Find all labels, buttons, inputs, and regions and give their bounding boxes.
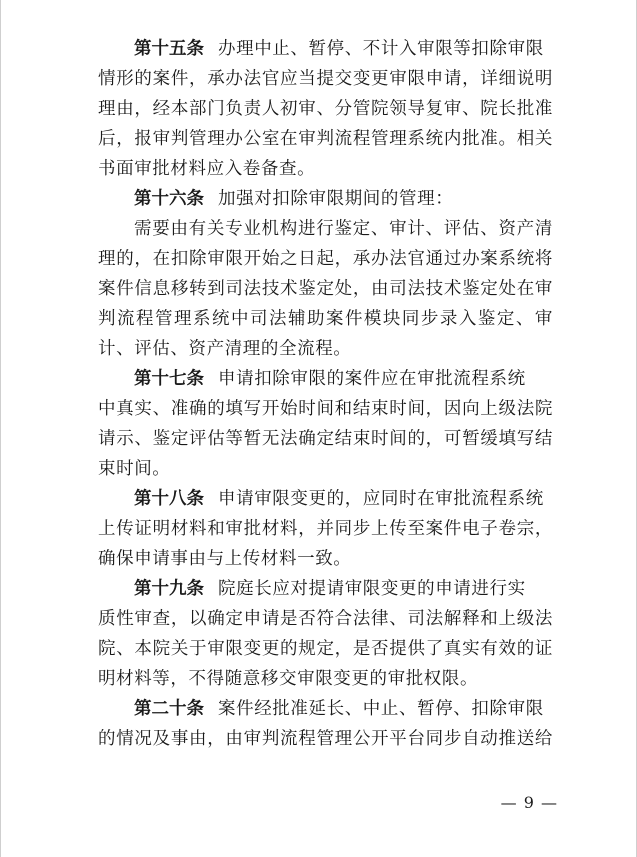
article-text: 办理中止、暂停、不计入审限等扣除审限 [218, 39, 544, 59]
article-text: 计、评估、资产清理的全流程。 [98, 339, 352, 359]
article-line [98, 604, 553, 634]
article-line [98, 484, 553, 514]
article-line [98, 334, 553, 364]
article-line [98, 664, 553, 694]
article-text: 案件经批准延长、中止、暂停、扣除审限 [218, 699, 544, 719]
article-text: 申请扣除审限的案件应在审批流程系统 [218, 369, 526, 389]
article-20 [98, 694, 553, 754]
article-18 [98, 484, 553, 574]
article-text: 案件信息移转到司法技术鉴定处，由司法技术鉴定处在审 [98, 279, 553, 299]
article-text: 理由，经本部门负责人初审、分管院领导复审、院长批准 [98, 99, 553, 119]
article-line [98, 514, 553, 544]
article-16-paragraph [98, 214, 553, 364]
article-text: 上传证明材料和审批材料，并同步上传至案件电子卷宗， [98, 519, 553, 539]
article-text: 的情况及事由，由审判流程管理公开平台同步自动推送给 [98, 729, 553, 749]
article-line [98, 304, 553, 334]
article-number: 第十八条 [134, 489, 204, 509]
article-text: 质性审查，以确定申请是否符合法律、司法解释和上级法 [98, 609, 553, 629]
article-line [98, 574, 553, 604]
article-line [98, 64, 553, 94]
article-text: 申请审限变更的，应同时在审批流程系统 [218, 489, 544, 509]
page-number: — 9 — [500, 793, 558, 812]
article-15 [98, 34, 553, 184]
article-19 [98, 574, 553, 694]
article-line [98, 214, 553, 244]
article-line [98, 154, 553, 184]
article-line [98, 364, 553, 394]
article-line [98, 454, 553, 484]
article-text: 理的，在扣除审限开始之日起，承办法官通过办案系统将 [98, 249, 553, 269]
article-line [98, 694, 553, 724]
article-text: 书面审批材料应入卷备查。 [98, 159, 316, 179]
article-16 [98, 184, 553, 214]
article-text: 后，报审判管理办公室在审判流程管理系统内批准。相关 [98, 129, 553, 149]
article-line [98, 634, 553, 664]
article-line [98, 34, 553, 64]
article-line [98, 274, 553, 304]
article-line [98, 184, 553, 214]
article-text: 判流程管理系统中司法辅助案件模块同步录入鉴定、审 [98, 309, 553, 329]
article-text: 明材料等，不得随意移交审限变更的审批权限。 [98, 669, 479, 689]
article-line [98, 724, 553, 754]
article-text: 情形的案件，承办法官应当提交变更审限申请，详细说明 [98, 69, 553, 89]
article-text: 请示、鉴定评估等暂无法确定结束时间的，可暂缓填写结 [98, 429, 553, 449]
document-body [98, 34, 553, 754]
article-17 [98, 364, 553, 484]
article-number: 第十六条 [134, 189, 204, 209]
article-text: 束时间。 [98, 459, 171, 479]
article-text: 加强对扣除审限期间的管理： [218, 189, 454, 209]
article-number: 第十九条 [134, 579, 204, 599]
article-line [98, 544, 553, 574]
article-text: 确保申请事由与上传材料一致。 [98, 549, 352, 569]
article-text: 院、本院关于审限变更的规定，是否提供了真实有效的证 [98, 639, 553, 659]
article-line [98, 424, 553, 454]
article-number: 第十七条 [134, 369, 204, 389]
article-line [98, 94, 553, 124]
article-number: 第二十条 [134, 699, 204, 719]
article-text: 需要由有关专业机构进行鉴定、审计、评估、资产清 [134, 219, 553, 239]
article-text: 中真实、准确的填写开始时间和结束时间，因向上级法院 [98, 399, 553, 419]
article-text: 院庭长应对提请审限变更的申请进行实 [218, 579, 526, 599]
article-number: 第十五条 [134, 39, 204, 59]
article-line [98, 244, 553, 274]
article-line [98, 394, 553, 424]
article-line [98, 124, 553, 154]
